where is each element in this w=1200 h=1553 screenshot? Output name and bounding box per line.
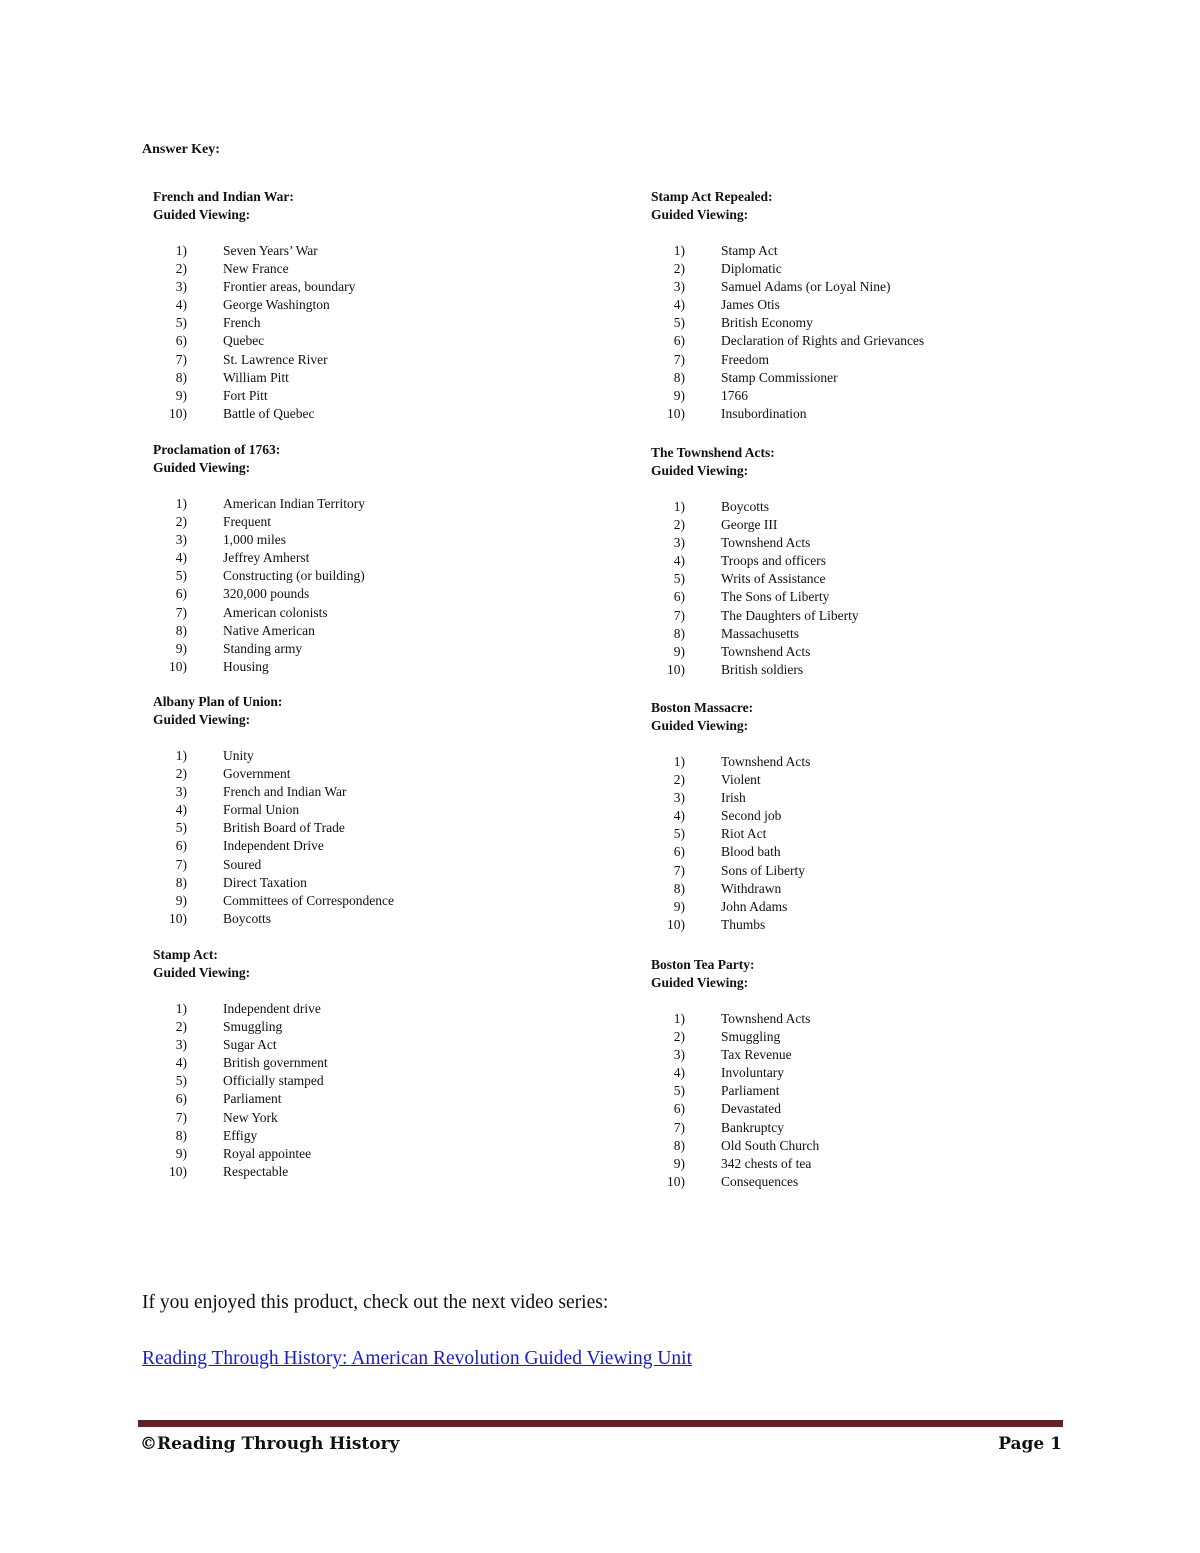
answer-item (153, 1054, 593, 1072)
copyright-text: ©Reading Through History (140, 1434, 400, 1454)
answer-text: Irish (721, 790, 746, 806)
answer-text: Sugar Act (223, 1037, 277, 1053)
answer-text: Jeffrey Amherst (223, 550, 310, 566)
answer-text: British Economy (721, 315, 813, 331)
section-subtitle: Guided Viewing: (153, 712, 251, 727)
answer-number: 2) (673, 517, 685, 533)
answer-text: Housing (223, 658, 269, 674)
answer-text: New York (223, 1109, 278, 1125)
answer-number: 3) (673, 1047, 685, 1063)
answer-text: Diplomatic (721, 261, 782, 277)
answer-text: Officially stamped (223, 1073, 324, 1089)
answer-text: Blood bath (721, 844, 781, 860)
answer-list (153, 242, 593, 423)
answer-text: Thumbs (721, 916, 766, 932)
answer-item (153, 892, 593, 910)
answer-text: George Washington (223, 297, 330, 313)
answer-text: Writs of Assistance (721, 571, 826, 587)
answer-text: Freedom (721, 351, 769, 367)
answer-item (651, 498, 1091, 516)
section-title: French and Indian War: (153, 189, 294, 204)
answer-item (153, 1109, 593, 1127)
answer-item (153, 856, 593, 874)
answer-text: Independent Drive (223, 838, 324, 854)
answer-number: 10) (169, 405, 187, 421)
next-series-link[interactable]: Reading Through History: American Revolution Guided Viewing Unit (142, 1348, 692, 1369)
answer-number: 10) (667, 1173, 685, 1189)
answer-number: 9) (175, 892, 187, 908)
answer-number: 8) (673, 880, 685, 896)
answer-item (651, 753, 1091, 771)
answer-number: 3) (175, 1037, 187, 1053)
answer-item (153, 567, 593, 585)
answer-text: American colonists (223, 604, 328, 620)
answer-text: Stamp Act (721, 243, 778, 258)
answer-number: 5) (673, 315, 685, 331)
answer-item (153, 513, 593, 531)
answer-item (153, 910, 593, 928)
answer-text: French and Indian War (223, 784, 347, 800)
answer-number: 1) (673, 1011, 685, 1026)
section-title: Stamp Act Repealed: (651, 189, 773, 204)
answer-text: Native American (223, 622, 315, 638)
answer-item (153, 387, 593, 405)
footer (140, 1434, 1062, 1454)
answer-text: Government (223, 766, 291, 782)
answer-item (153, 332, 593, 350)
answer-item (153, 819, 593, 837)
answer-section (651, 444, 1091, 679)
answer-number: 9) (673, 643, 685, 659)
answer-number: 7) (673, 862, 685, 878)
answer-item (153, 1145, 593, 1163)
answer-item (651, 607, 1091, 625)
answer-number: 8) (175, 369, 187, 385)
answer-item (153, 1000, 593, 1018)
answer-text: Involuntary (721, 1065, 784, 1081)
answer-item (651, 916, 1091, 934)
answer-text: Parliament (721, 1083, 780, 1099)
answer-text: 1766 (721, 387, 748, 403)
answer-item (651, 516, 1091, 534)
answer-item (651, 1100, 1091, 1118)
answer-number: 7) (673, 1119, 685, 1135)
answer-number: 4) (673, 808, 685, 824)
answer-number: 9) (175, 1145, 187, 1161)
answer-text: Insubordination (721, 405, 807, 421)
answer-item (153, 1018, 593, 1036)
answer-number: 7) (175, 604, 187, 620)
answer-item (153, 405, 593, 423)
answer-item (153, 351, 593, 369)
answer-number: 10) (667, 661, 685, 677)
answer-number: 8) (673, 625, 685, 641)
answer-item (651, 1082, 1091, 1100)
answer-number: 1) (673, 243, 685, 258)
answer-text: Townshend Acts (721, 643, 811, 659)
answer-number: 7) (673, 607, 685, 623)
answer-item (651, 1010, 1091, 1028)
answer-number: 10) (169, 1163, 187, 1179)
answer-text: Parliament (223, 1091, 282, 1107)
answer-text: Declaration of Rights and Grievances (721, 333, 925, 349)
answer-text: Townshend Acts (721, 535, 811, 551)
answer-number: 4) (673, 1065, 685, 1081)
answer-item (153, 801, 593, 819)
answer-text: Violent (721, 772, 761, 788)
answer-number: 10) (169, 658, 187, 674)
answer-text: Direct Taxation (223, 874, 307, 890)
answer-item (153, 640, 593, 658)
answer-number: 3) (175, 784, 187, 800)
section-title: The Townshend Acts: (651, 445, 775, 460)
answer-section (651, 188, 1091, 423)
answer-text: William Pitt (223, 369, 289, 385)
answer-text: Sons of Liberty (721, 862, 805, 878)
answer-text: Formal Union (223, 802, 300, 818)
page-number: Page 1 (998, 1434, 1062, 1454)
answer-text: Constructing (or building) (223, 568, 365, 584)
answer-number: 7) (175, 1109, 187, 1125)
answer-text: The Sons of Liberty (721, 589, 830, 605)
answer-text: St. Lawrence River (223, 351, 328, 367)
answer-item (651, 1064, 1091, 1082)
answer-text: Massachusetts (721, 625, 799, 641)
answer-number: 2) (673, 261, 685, 277)
answer-item (651, 387, 1091, 405)
answer-number: 4) (673, 553, 685, 569)
answer-item (651, 789, 1091, 807)
answer-item (651, 898, 1091, 916)
answer-list (153, 1000, 593, 1181)
answer-number: 6) (175, 333, 187, 349)
answer-text: British government (223, 1055, 328, 1071)
answer-number: 4) (673, 297, 685, 313)
answer-item (651, 351, 1091, 369)
answer-item (651, 332, 1091, 350)
answer-number: 5) (175, 1073, 187, 1089)
answer-text: Respectable (223, 1163, 289, 1179)
answer-text: Townshend Acts (721, 1011, 811, 1026)
answer-number: 2) (175, 766, 187, 782)
answer-list (153, 495, 593, 676)
answer-text: Tax Revenue (721, 1047, 792, 1063)
answer-item (153, 1090, 593, 1108)
answer-number: 3) (673, 790, 685, 806)
answer-text: 320,000 pounds (223, 586, 310, 602)
answer-number: 2) (673, 772, 685, 788)
answer-item (153, 369, 593, 387)
answer-number: 1) (175, 1001, 187, 1016)
answer-item (153, 622, 593, 640)
answer-number: 6) (673, 333, 685, 349)
answer-number: 8) (673, 1137, 685, 1153)
answer-list (651, 242, 1091, 423)
answer-number: 8) (175, 1127, 187, 1143)
answer-number: 5) (175, 568, 187, 584)
answer-number: 3) (673, 535, 685, 551)
answer-text: Riot Act (721, 826, 767, 842)
answer-section (153, 946, 593, 1181)
answer-text: John Adams (721, 898, 788, 914)
answer-item (153, 658, 593, 676)
answer-text: Soured (223, 856, 262, 872)
section-subtitle: Guided Viewing: (153, 207, 251, 222)
answer-text: British Board of Trade (223, 820, 345, 836)
answer-number: 5) (673, 1083, 685, 1099)
answer-text: American Indian Territory (223, 496, 366, 511)
answer-item (651, 862, 1091, 880)
answer-item (153, 1163, 593, 1181)
answer-number: 10) (667, 916, 685, 932)
answer-number: 2) (175, 261, 187, 277)
answer-number: 8) (175, 874, 187, 890)
answer-text: George III (721, 517, 778, 533)
answer-text: French (223, 315, 261, 331)
answer-item (651, 570, 1091, 588)
answer-section (153, 441, 593, 676)
answer-section (651, 699, 1091, 934)
promo-text: If you enjoyed this product, check out the next video series: (142, 1292, 609, 1313)
answer-number: 1) (673, 754, 685, 769)
section-subtitle: Guided Viewing: (651, 718, 749, 733)
section-subtitle: Guided Viewing: (153, 460, 251, 475)
answer-item (651, 314, 1091, 332)
answer-item (153, 314, 593, 332)
answer-item (651, 807, 1091, 825)
answer-text: Devastated (721, 1101, 781, 1117)
answer-text: Seven Years’ War (223, 243, 318, 258)
answer-list (651, 498, 1091, 679)
answer-section (651, 956, 1091, 1191)
answer-item (153, 783, 593, 801)
answer-number: 5) (175, 820, 187, 836)
answer-item (651, 405, 1091, 423)
answer-item (651, 625, 1091, 643)
answer-number: 5) (175, 315, 187, 331)
answer-text: Frontier areas, boundary (223, 279, 356, 295)
section-title: Stamp Act: (153, 947, 218, 962)
answer-text: Frequent (223, 514, 271, 530)
answer-list (651, 1010, 1091, 1191)
answer-item (651, 242, 1091, 260)
answer-item (153, 1072, 593, 1090)
answer-number: 8) (673, 369, 685, 385)
answer-item (651, 552, 1091, 570)
answer-number: 10) (667, 405, 685, 421)
answer-text: James Otis (721, 297, 780, 313)
answer-item (651, 843, 1091, 861)
answer-item (153, 604, 593, 622)
answer-number: 7) (175, 856, 187, 872)
answer-item (153, 296, 593, 314)
answer-text: 342 chests of tea (721, 1155, 812, 1171)
answer-text: Standing army (223, 640, 303, 656)
answer-item (153, 278, 593, 296)
answer-item (153, 747, 593, 765)
answer-number: 4) (175, 1055, 187, 1071)
answer-list (153, 747, 593, 928)
answer-item (153, 495, 593, 513)
answer-text: Troops and officers (721, 553, 826, 569)
answer-number: 2) (673, 1029, 685, 1045)
answer-item (153, 1036, 593, 1054)
section-title: Boston Massacre: (651, 700, 754, 715)
answer-key-heading: Answer Key: (142, 142, 220, 157)
answer-item (651, 1028, 1091, 1046)
answer-number: 9) (673, 1155, 685, 1171)
answer-item (153, 585, 593, 603)
section-subtitle: Guided Viewing: (651, 207, 749, 222)
answer-item (651, 1119, 1091, 1137)
answer-text: 1,000 miles (223, 532, 286, 548)
answer-number: 5) (673, 826, 685, 842)
answer-number: 6) (175, 586, 187, 602)
answer-item (153, 837, 593, 855)
answer-item (651, 825, 1091, 843)
answer-item (153, 765, 593, 783)
section-subtitle: Guided Viewing: (153, 965, 251, 980)
answer-section (153, 693, 593, 928)
answer-number: 1) (175, 243, 187, 258)
answer-item (153, 531, 593, 549)
section-title: Boston Tea Party: (651, 957, 755, 972)
answer-text: Bankruptcy (721, 1119, 784, 1135)
answer-text: New France (223, 261, 289, 277)
answer-text: Fort Pitt (223, 387, 268, 403)
answer-text: Smuggling (223, 1019, 283, 1035)
answer-item (153, 549, 593, 567)
answer-item (651, 771, 1091, 789)
answer-number: 2) (175, 514, 187, 530)
answer-number: 6) (673, 589, 685, 605)
answer-number: 6) (673, 1101, 685, 1117)
section-title: Albany Plan of Union: (153, 694, 283, 709)
answer-number: 1) (175, 748, 187, 763)
answer-item (651, 1173, 1091, 1191)
answer-number: 8) (175, 622, 187, 638)
section-title: Proclamation of 1763: (153, 442, 281, 457)
answer-text: Samuel Adams (or Loyal Nine) (721, 279, 891, 295)
answer-item (651, 260, 1091, 278)
answer-number: 1) (673, 499, 685, 514)
answer-text: British soldiers (721, 661, 804, 677)
answer-number: 4) (175, 550, 187, 566)
answer-text: Townshend Acts (721, 754, 811, 769)
footer-rule (138, 1420, 1063, 1427)
answer-number: 9) (175, 640, 187, 656)
answer-text: Committees of Correspondence (223, 892, 394, 908)
answer-number: 3) (673, 279, 685, 295)
answer-item (651, 643, 1091, 661)
section-subtitle: Guided Viewing: (651, 975, 749, 990)
answer-number: 9) (673, 387, 685, 403)
answer-number: 4) (175, 802, 187, 818)
section-subtitle: Guided Viewing: (651, 463, 749, 478)
answer-number: 5) (673, 571, 685, 587)
answer-number: 2) (175, 1019, 187, 1035)
answer-item (651, 369, 1091, 387)
answer-item (651, 588, 1091, 606)
answer-text: Smuggling (721, 1029, 781, 1045)
answer-item (651, 534, 1091, 552)
answer-text: Second job (721, 808, 782, 824)
answer-number: 7) (175, 351, 187, 367)
answer-text: Unity (223, 748, 254, 763)
answer-number: 3) (175, 279, 187, 295)
answer-text: Boycotts (721, 499, 770, 514)
answer-item (153, 1127, 593, 1145)
answer-text: Royal appointee (223, 1145, 312, 1161)
answer-item (651, 296, 1091, 314)
answer-text: Battle of Quebec (223, 405, 315, 421)
answer-number: 6) (673, 844, 685, 860)
answer-number: 9) (673, 898, 685, 914)
answer-item (153, 260, 593, 278)
answer-number: 1) (175, 496, 187, 511)
answer-number: 7) (673, 351, 685, 367)
answer-text: Effigy (223, 1127, 258, 1143)
answer-item (651, 880, 1091, 898)
answer-text: Old South Church (721, 1137, 820, 1153)
answer-number: 9) (175, 387, 187, 403)
answer-item (651, 1137, 1091, 1155)
answer-item (651, 1155, 1091, 1173)
answer-text: Boycotts (223, 910, 272, 926)
answer-item (651, 1046, 1091, 1064)
answer-list (651, 753, 1091, 934)
answer-number: 3) (175, 532, 187, 548)
answer-text: The Daughters of Liberty (721, 607, 859, 623)
answer-item (651, 661, 1091, 679)
answer-text: Independent drive (223, 1001, 321, 1016)
answer-text: Quebec (223, 333, 265, 349)
answer-item (153, 874, 593, 892)
answer-item (153, 242, 593, 260)
answer-text: Withdrawn (721, 880, 782, 896)
answer-number: 6) (175, 838, 187, 854)
answer-text: Consequences (721, 1173, 799, 1189)
answer-number: 6) (175, 1091, 187, 1107)
answer-item (651, 278, 1091, 296)
answer-section (153, 188, 593, 423)
answer-number: 10) (169, 910, 187, 926)
answer-number: 4) (175, 297, 187, 313)
answer-text: Stamp Commissioner (721, 369, 838, 385)
